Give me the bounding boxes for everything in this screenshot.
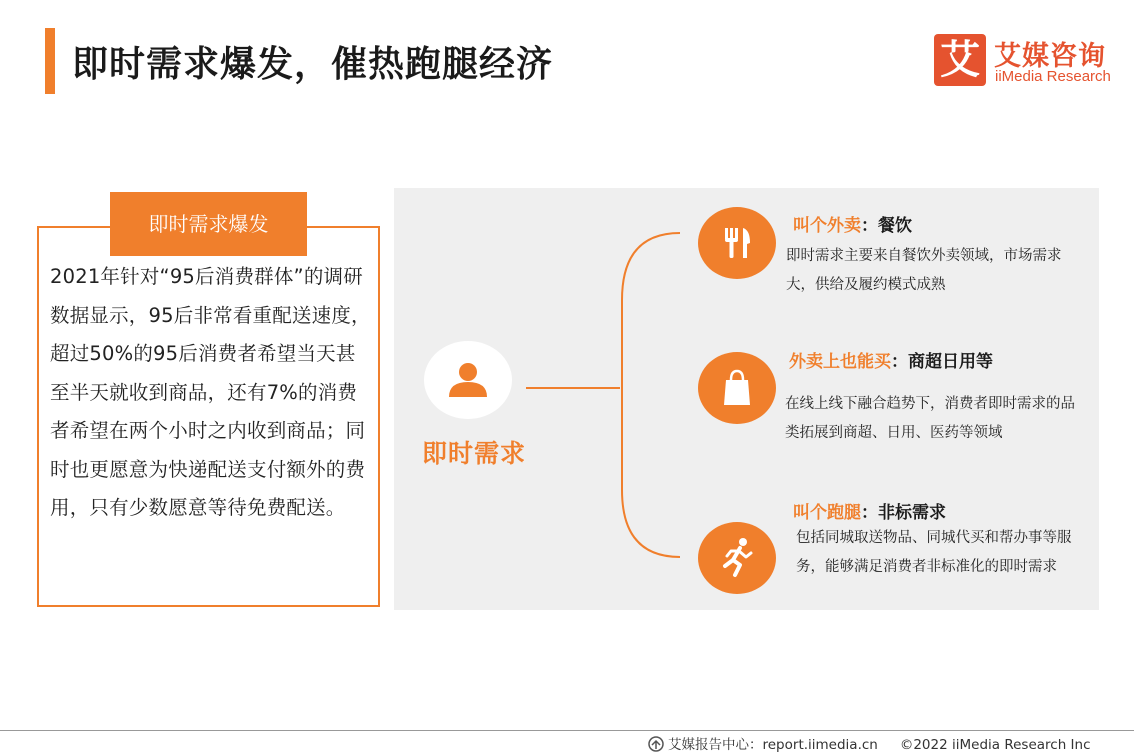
running-person-icon <box>698 522 776 594</box>
page-title: 即时需求爆发，催热跑腿经济 <box>72 44 554 85</box>
item-1-title <box>793 211 912 236</box>
logo-mark: 艾 <box>934 34 986 86</box>
center-label: 即时需求 <box>422 439 527 468</box>
report-center-icon <box>648 736 664 752</box>
item-2-title <box>789 347 993 372</box>
item-1-title-highlight: 叫个外卖 <box>793 216 861 236</box>
item-2-desc: 在线上线下融合趋势下，消费者即时需求的品类拓展到商超、日用、医药等领域 <box>785 396 1075 441</box>
left-card-tag: 即时需求爆发 <box>110 192 307 256</box>
item-3-title <box>793 498 946 523</box>
item-2-icon-circle <box>698 352 776 424</box>
item-3-desc: 包括同城取送物品、同城代买和帮办事等服务，能够满足消费者非标准化的即时需求 <box>796 530 1072 575</box>
item-3-title-highlight: 叫个跑腿 <box>793 503 861 523</box>
footer-source: 艾媒报告中心：report.iimedia.cn <box>668 737 878 753</box>
logo-name-cn: 艾媒咨询 <box>994 41 1106 72</box>
item-1-icon-circle <box>698 207 776 279</box>
left-card-body: 2021年针对“95后消费群体”的调研数据显示，95后非常看重配送速度，超过50%的95后消费者希望当天甚至半天就收到商品，还有7%的消费者希望在两个小时之内收到商品；同时也更愿意为快递配送支付额外的费用，只有少数愿意等待免费配送。 <box>50 265 371 519</box>
fork-knife-icon <box>698 207 776 279</box>
footer-copyright: ©2022 iiMedia Research Inc <box>899 737 1091 753</box>
item-2-title-highlight: 外卖上也能买 <box>789 352 891 372</box>
logo-name-en: iiMedia Research <box>995 68 1111 85</box>
person-icon <box>424 341 512 419</box>
item-3-icon-circle <box>698 522 776 594</box>
item-2-title-rest: ：商超日用等 <box>891 352 993 372</box>
item-1-title-rest: ：餐饮 <box>861 216 912 236</box>
center-node <box>424 341 512 419</box>
footer <box>648 733 1091 753</box>
item-3-title-rest: ：非标需求 <box>861 503 946 523</box>
item-1-desc: 即时需求主要来自餐饮外卖领域，市场需求大，供给及履约模式成熟 <box>786 248 1062 293</box>
footer-divider <box>0 730 1134 731</box>
shopping-bag-icon <box>698 352 776 424</box>
